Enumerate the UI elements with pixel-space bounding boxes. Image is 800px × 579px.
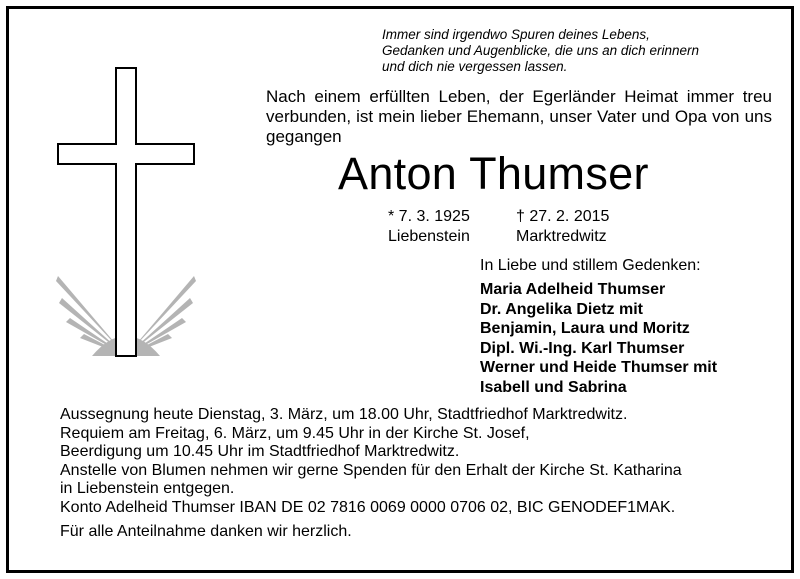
- deceased-name: Anton Thumser: [338, 148, 649, 199]
- service-line: Aussegnung heute Dienstag, 3. März, um 18.00 Uhr, Stadtfriedhof Marktredwitz.: [60, 406, 628, 423]
- tribute-line: In Liebe und stillem Gedenken:: [480, 257, 701, 274]
- mourner-name: Benjamin, Laura und Moritz: [480, 320, 690, 337]
- death-date: † 27. 2. 2015: [516, 208, 610, 225]
- birth-place: Liebenstein: [388, 228, 470, 245]
- death-place: Marktredwitz: [516, 228, 607, 245]
- mourner-name: Maria Adelheid Thumser: [480, 281, 666, 298]
- quote-line: Gedanken und Augenblicke, die uns an dich erinnern: [382, 43, 699, 58]
- quote-line: Immer sind irgendwo Spuren deines Lebens,: [382, 27, 650, 42]
- funeral-notice: [60, 406, 780, 542]
- cross-icon: [56, 66, 196, 358]
- service-line: Beerdigung um 10.45 Uhr im Stadtfriedhof Marktredwitz.: [60, 443, 460, 460]
- birth-date: * 7. 3. 1925: [388, 208, 470, 225]
- donation-line: Anstelle von Blumen nehmen wir gerne Spenden für den Erhalt der Kirche St. Katharina: [60, 461, 682, 479]
- mourner-name: Dipl. Wi.-Ing. Karl Thumser: [480, 339, 685, 357]
- bank-details: Konto Adelheid Thumser IBAN DE 02 7816 0069 0000 0706 02, BIC GENODEF1MAK.: [60, 498, 676, 516]
- service-line: Requiem am Freitag, 6. März, um 9.45 Uhr in der Kirche St. Josef,: [60, 424, 530, 442]
- mourner-name: Werner und Heide Thumser mit: [480, 359, 718, 376]
- quote-line: und dich nie vergessen lassen.: [382, 59, 568, 74]
- intro-text: Nach einem erfüllten Leben, der Egerländer Heimat immer treu verbunden, ist mein lieber Ehemann, unser Vater und Opa von uns gegangen: [266, 87, 772, 146]
- mourner-name: Isabell und Sabrina: [480, 378, 627, 396]
- mourner-name: Dr. Angelika Dietz mit: [480, 300, 643, 318]
- mourners-list: [480, 280, 717, 397]
- memorial-quote: [382, 27, 782, 75]
- thanks-line: Für alle Anteilnahme danken wir herzlich.: [60, 523, 352, 540]
- donation-line: in Liebenstein entgegen.: [60, 480, 235, 497]
- cross-outline: [58, 68, 194, 356]
